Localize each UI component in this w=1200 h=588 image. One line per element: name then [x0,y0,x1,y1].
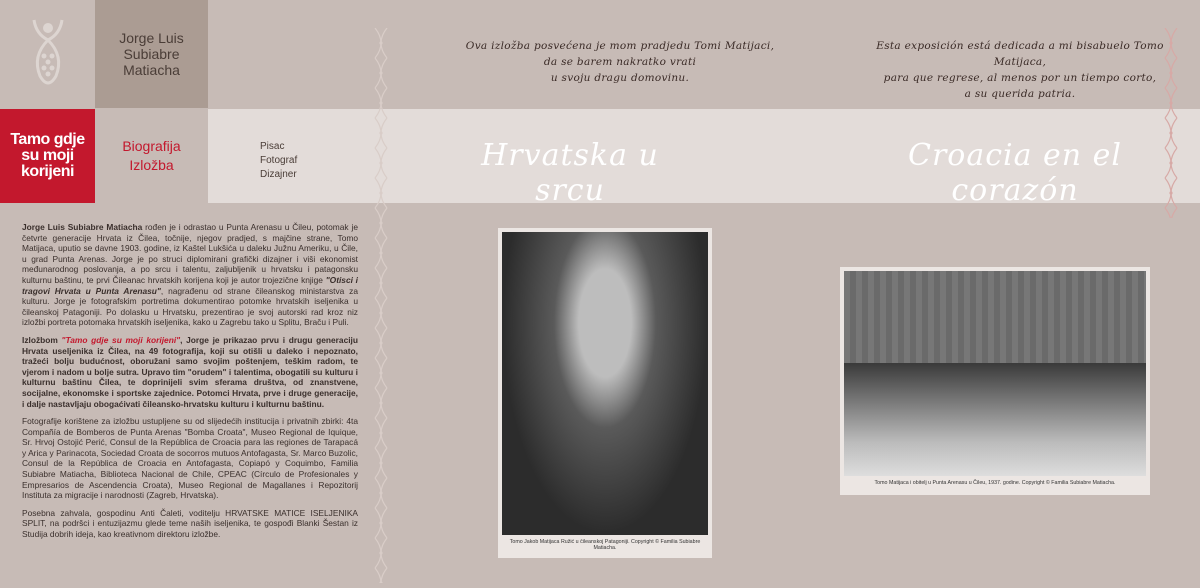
family-image [844,271,1146,476]
dedication-spanish [860,38,1180,102]
exhibition-name: "Tamo gdje su moji korijeni" [61,334,181,345]
author-name-bold: Jorge Luis Subiabre Matiacha [22,222,143,232]
chain-ornament-icon [373,28,389,583]
paragraph-exhibition [22,335,358,409]
book-title: "Otisci i tragovi Hrvata u Punta Arenasu" [22,274,359,296]
family-photo [840,267,1150,495]
title-spanish: Croacia en el corazón [907,138,1123,208]
paragraph-sources: Fotografije korištene za izložbu ustupljene su od slijedećih institucija i privatnih zbirki: 4ta Compañía de Bomberos de Punta Arenas "Bomba Croata", Museo Regional de Iquique, Sr. Hrvoj Ostojić Perić, Consul de la República de Croacia para las regiones de Tarapacá y Arica y Parinacota, Sociedad Croata de socorros mutuos Antofagasta, Sr. Marco Buzolic, Consul de la República de Croacia en Antofagasta, Copiapó y Coquimbo, Familia Subiabre Matiacha, Biblioteca Nacional de Chile, CPEAC (Círculo de Profesionales y Empresarios de Ascendencia Croata), Museo Regional de Magallanes i Repozitorij Instituta za migracije i narodnosti (Zagreb, Hrvatska). [22,416,358,501]
dedication-line: u svoju dragu domovinu. [550,72,690,84]
author-roles [260,140,297,182]
exhibition-title: Tamo gdje su moji korijeni [0,109,95,203]
text: rođen je i odrastao u Punta Arenasu u Čileu, potomak je četvrte generacije Hrvata iz Čilea, točnije, njegov pradjed, s majčine strane, Tomo Matijaca, uputio se davne 1903. godine, iz Kaštel Lukšića u daleku Južnu Ameriku, u Čile, u grad Punta Arenas. Jorge je po struci diplomirani grafički dizajner i viši ekonomist međunarodnog poslovanja, a po srcu i talentu, zaljubljenik u hrvatsku i patagonsku kulturnu baštinu, te prvi Čileanac hrvatskih korijena koji je autor trojezične knjige [22,222,358,285]
menu-item-izlozba[interactable]: Izložba [129,157,174,173]
figure-logo-icon [28,16,68,92]
paragraph-intro [22,222,358,328]
dedication-line: a su querida patria. [964,88,1076,100]
dedication-line: Ova izložba posvećena je mom pradjedu Tomi Matijaci, [465,40,775,52]
role-writer: Pisac [260,141,285,152]
dedication-line: para que regrese, al menos por un tiempo corto, [883,72,1157,84]
biography-text [22,222,358,547]
portrait-photo [498,228,712,558]
portrait-image [502,232,708,535]
photo-caption: Tomo Jakob Matijaca Ružić u čileanskoj Patagoniji. Copyright © Familia Subiabre Matiacha. [509,539,701,551]
text: , Jorge je prikazao prvu i drugu generaciju Hrvata useljenika iz Čilea, na 49 fotografija, koji su otišli u daleko i nepoznato, tražeći bolju budućnost, oboružani samo svojim poštenjem, teškim radom, te vjerom i nadom u bolje sutra. Upravo tim "orudem" i talentima, obogatili su kulturu i kulturnu baštinu Čilea, te doprinijeli svim sferama društva, od znanstvene, socijalne, ekonomske i sportske zajednice. Potomci Hrvata, prve i druge generacije, i dalje nastavljaju obogaćivati čileansko-hrvatsku kulturu i kulturnu baštinu. [22,334,358,409]
role-photographer: Fotograf [260,155,298,166]
photo-caption: Tomo Matijaca i obitelj u Punta Arenasu u Čileu, 1937. godine. Copyright © Familia Subiabre Matiacha. [874,480,1116,486]
paragraph-thanks: Posebna zahvala, gospodinu Anti Čaleti, voditelju HRVATSKE MATICE ISELJENIKA SPLIT, na podršci i entuzijazmu glede teme naših iseljenika, te gospođi Blanki Šestan iz Studija dobrih ideja, kao kreativnom direktoru izložbe. [22,507,358,540]
dedication-line: Esta exposición está dedicada a mi bisabuelo Tomo Matijaca, [876,40,1164,68]
dedication-line: da se barem nakratko vrati [543,56,697,68]
dedication-croatian [455,38,785,86]
role-designer: Dizajner [260,169,297,180]
menu-item-biografija[interactable]: Biografija [122,138,181,154]
text: , nagrađenu od strane čileanskog ministarstva za kulturu. Jorge je fotografskim portretima dokumentirao potomke hrvatskih iseljenika u čileanskoj Patagoniji. Po dolasku u Hrvatsku, prezentirao je svoj autorski rad kroz niz izložbi portreta potomaka hrvatskih iseljenika, kako u Zagrebu tako u Splitu, Braču i Puli. [22,285,358,328]
text: Izložbom [22,334,62,345]
section-menu [95,109,208,203]
logo [0,0,95,108]
author-name: Jorge Luis Subiabre Matiacha [95,0,208,108]
title-croatian: Hrvatska u srcu [481,138,659,208]
